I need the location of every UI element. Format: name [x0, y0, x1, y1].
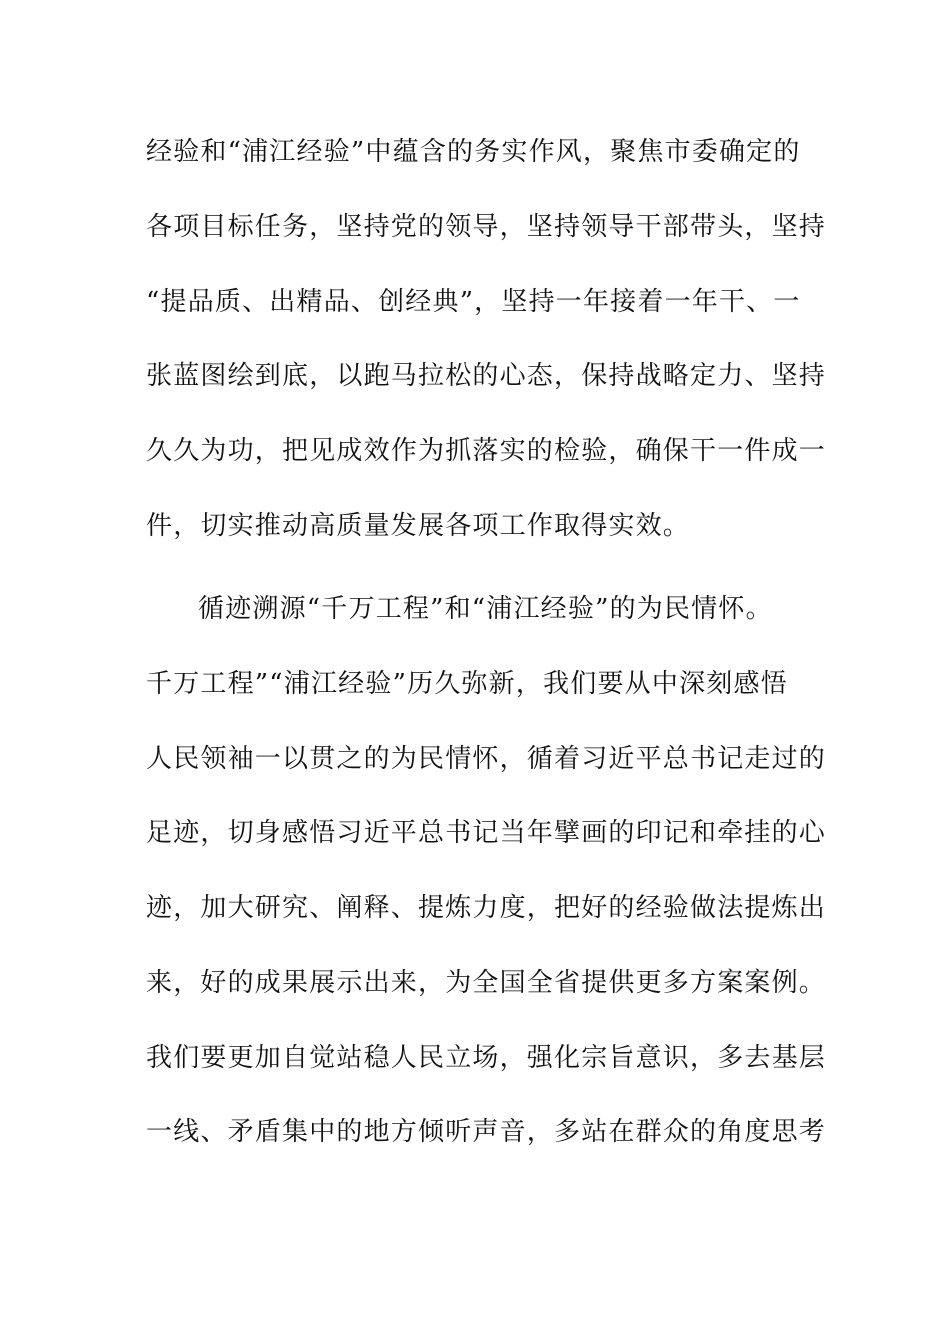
- paragraph-1-line-1: 经验和“浦江经验”中蕴含的务实作风，聚焦市委确定的: [146, 137, 801, 167]
- paragraph-2-line-1: 循迹溯源“千万工程”和“浦江经验”的为民情怀。: [198, 594, 773, 624]
- paragraph-1-line-2: 各项目标任务，坚持党的领导，坚持领导干部带头，坚持: [146, 212, 827, 242]
- paragraph-2-line-2: 千万工程”“浦江经验”历久弥新，我们要从中深刻感悟: [146, 669, 788, 699]
- paragraph-1-line-6: 件，切实推动高质量发展各项工作取得实效。: [146, 511, 691, 541]
- paragraph-1-line-3: “提品质、出精品、创经典”，坚持一年接着一年干、一: [146, 287, 801, 317]
- paragraph-1-line-4: 张蓝图绘到底，以跑马拉松的心态，保持战略定力、坚持: [146, 361, 827, 391]
- paragraph-1-line-5: 久久为功，把见成效作为抓落实的检验，确保干一件成一: [146, 436, 827, 466]
- paragraph-2-line-4: 足迹，切身感悟习近平总书记当年擘画的印记和牵挂的心: [146, 818, 827, 848]
- paragraph-2-line-7: 我们要更加自觉站稳人民立场，强化宗旨意识，多去基层: [146, 1043, 827, 1073]
- paragraph-2-line-3: 人民领袖一以贯之的为民情怀，循着习近平总书记走过的: [146, 744, 827, 774]
- paragraph-2-line-5: 迹，加大研究、阐释、提炼力度，把好的经验做法提炼出: [146, 893, 827, 923]
- paragraph-2-line-6: 来，好的成果展示出来，为全国全省提供更多方案案例。: [146, 968, 827, 998]
- paragraph-2-line-8: 一线、矛盾集中的地方倾听声音，多站在群众的角度思考: [146, 1117, 827, 1147]
